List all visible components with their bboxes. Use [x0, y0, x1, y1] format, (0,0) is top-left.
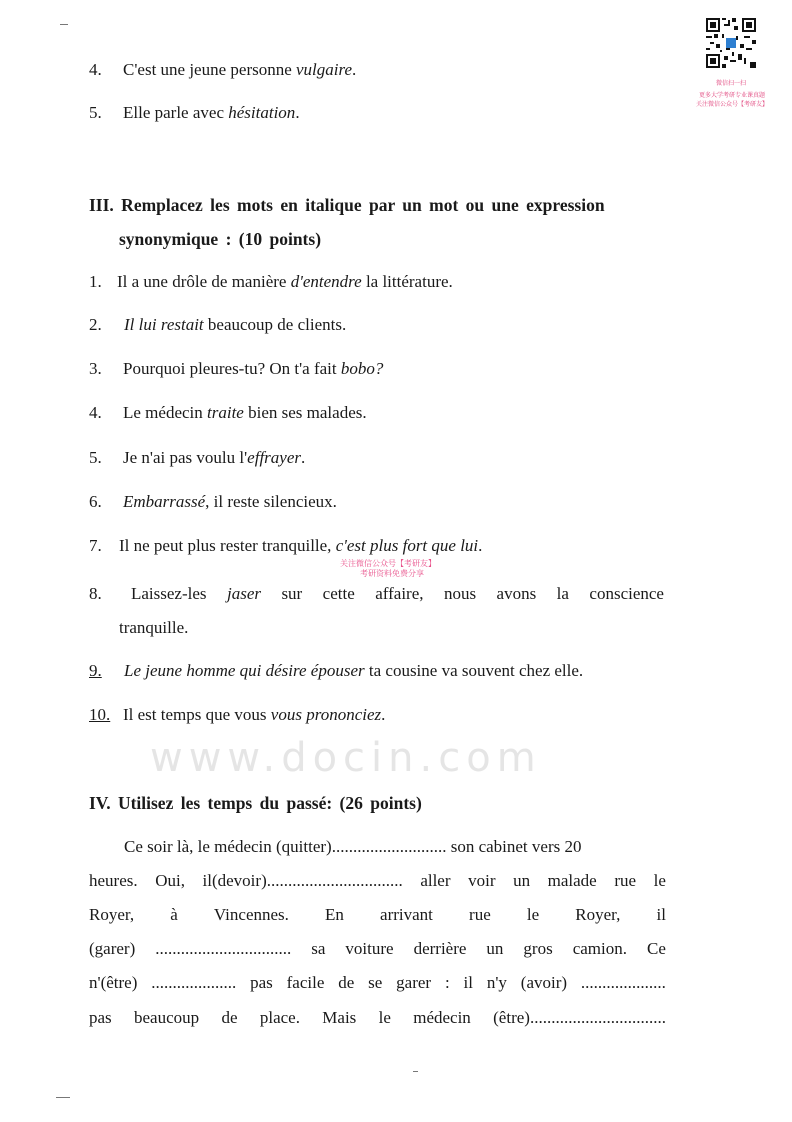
item-number: 7. [89, 536, 102, 555]
item-number: 5. [89, 448, 102, 467]
docin-watermark: www.docin.com [150, 735, 542, 781]
word: beaucoup [134, 1008, 200, 1027]
word: un [486, 939, 504, 958]
word: voir [468, 871, 496, 890]
italic-word: Le jeune homme qui désire épouser [124, 661, 365, 680]
scan-mark-bottom [56, 1097, 70, 1098]
paragraph-line [89, 973, 666, 993]
word: camion. [572, 939, 627, 958]
word: se [368, 973, 383, 992]
qr-code-image [706, 18, 756, 68]
item-text-line2: tranquille. [119, 618, 189, 637]
word: rue [614, 871, 637, 890]
qr-caption-scan: 微信扫一扫 [715, 80, 746, 87]
word: conscience [589, 584, 664, 603]
paragraph-line [89, 939, 666, 959]
italic-word: traite [207, 403, 244, 422]
word: le [653, 871, 666, 890]
italic-word: d'entendre [290, 272, 362, 291]
word: il [656, 905, 666, 924]
word: avons [496, 584, 537, 603]
word: gros [523, 939, 553, 958]
word: arrivant [380, 905, 433, 924]
italic-word: hésitation [228, 103, 296, 122]
word: pas [250, 973, 273, 992]
word: de [338, 973, 355, 992]
word: .................... [151, 973, 237, 992]
word: Royer, [575, 905, 621, 924]
word: garer [396, 973, 432, 992]
word: le [526, 905, 540, 924]
italic-word: Il lui restait [124, 315, 204, 334]
item-number: 9. [89, 661, 102, 680]
word: Oui, [155, 871, 185, 890]
word: sur [281, 584, 303, 603]
item-number: 4. [89, 403, 102, 422]
watermark-cn-line1: 关注微信公众号【考研友】 [340, 559, 436, 568]
scan-mark-top [60, 24, 68, 25]
qr-caption-line2: 关注微信公众号【考研友】 [695, 101, 768, 108]
word: Mais [322, 1008, 357, 1027]
item-number: 10. [89, 705, 111, 724]
item-text: Embarrassé, il reste silencieux. [123, 492, 337, 511]
watermark-cn-line2: 考研资料免费分享 [360, 569, 424, 578]
word: rue [469, 905, 491, 924]
paragraph-line [89, 1008, 666, 1028]
italic-word: vulgaire [296, 60, 353, 79]
item-text: Il ne peut plus rester tranquille, c'est plus fort que lui. [119, 536, 483, 555]
word: affaire, [375, 584, 424, 603]
section3-title-line2: synonymique : (10 points) [119, 229, 322, 249]
word: un [513, 871, 531, 890]
item-text: Je n'ai pas voulu l'effrayer. [123, 448, 306, 467]
word: nous [443, 584, 477, 603]
item-text: C'est une jeune personne vulgaire. [123, 60, 357, 79]
section3-title-line1: III. Remplacez les mots en italique par un mot ou une expression [89, 195, 605, 215]
word: n'y [486, 973, 507, 992]
word: ................................ [155, 939, 292, 958]
paragraph-line [124, 837, 666, 857]
italic-word: c'est plus fort que lui [335, 536, 479, 555]
word: il [463, 973, 473, 992]
word: n'(être) [89, 973, 138, 992]
word: Ce soir là, le médecin (quitter)........................... son cabinet vers 20 [124, 837, 582, 856]
word: Laissez-les [131, 584, 207, 603]
item-text: Il lui restait beaucoup de clients. [124, 315, 347, 334]
item-number: 3. [89, 359, 102, 378]
item-text: Le médecin traite bien ses malades. [123, 403, 367, 422]
item-number: 6. [89, 492, 102, 511]
word: : [444, 973, 450, 992]
item-number: 4. [89, 60, 102, 79]
word: En [325, 905, 344, 924]
item-text: Il a une drôle de manière d'entendre la littérature. [117, 272, 453, 291]
word: de [221, 1008, 238, 1027]
word: (avoir) [520, 973, 568, 992]
word: (garer) [89, 939, 136, 958]
paragraph-line [89, 905, 666, 925]
qr-caption-line1: 更多大学考研专业课真题 [698, 92, 765, 99]
item-text: Pourquoi pleures-tu? On t'a fait bobo? [123, 359, 384, 378]
word: médecin [413, 1008, 471, 1027]
word: (être)................................ [493, 1008, 666, 1027]
word: la [556, 584, 569, 603]
italic-word: Embarrassé [123, 492, 206, 511]
item-number: 2. [89, 315, 102, 334]
section4-title: IV. Utilisez les temps du passé: (26 points) [89, 793, 422, 813]
word: à [170, 905, 178, 924]
word: le [378, 1008, 391, 1027]
word: .................... [580, 973, 666, 992]
item-number: 5. [89, 103, 102, 122]
word: malade [547, 871, 597, 890]
item-text: Il est temps que vous vous prononciez. [123, 705, 386, 724]
item-text-line1 [131, 584, 664, 604]
italic-word: vous prononciez [270, 705, 382, 724]
word: cette [322, 584, 355, 603]
item-number: 1. [89, 272, 102, 291]
word: facile [286, 973, 325, 992]
word: voiture [345, 939, 394, 958]
word: pas [89, 1008, 112, 1027]
word: sa [311, 939, 326, 958]
word: Ce [647, 939, 666, 958]
word: il(devoir)................................ [202, 871, 403, 890]
word: derrière [413, 939, 467, 958]
word: Vincennes. [213, 905, 289, 924]
scan-mark-small [413, 1071, 418, 1072]
word: jaser [226, 584, 261, 603]
word: aller [420, 871, 451, 890]
word: heures. [89, 871, 138, 890]
item-number: 8. [89, 584, 102, 603]
word: Royer, [89, 905, 135, 924]
item-text: Le jeune homme qui désire épouser ta cousine va souvent chez elle. [124, 661, 584, 680]
italic-word: bobo? [340, 359, 384, 378]
item-text: Elle parle avec hésitation. [123, 103, 300, 122]
paragraph-line [89, 871, 666, 891]
italic-word: effrayer [247, 448, 301, 467]
word: place. [259, 1008, 300, 1027]
